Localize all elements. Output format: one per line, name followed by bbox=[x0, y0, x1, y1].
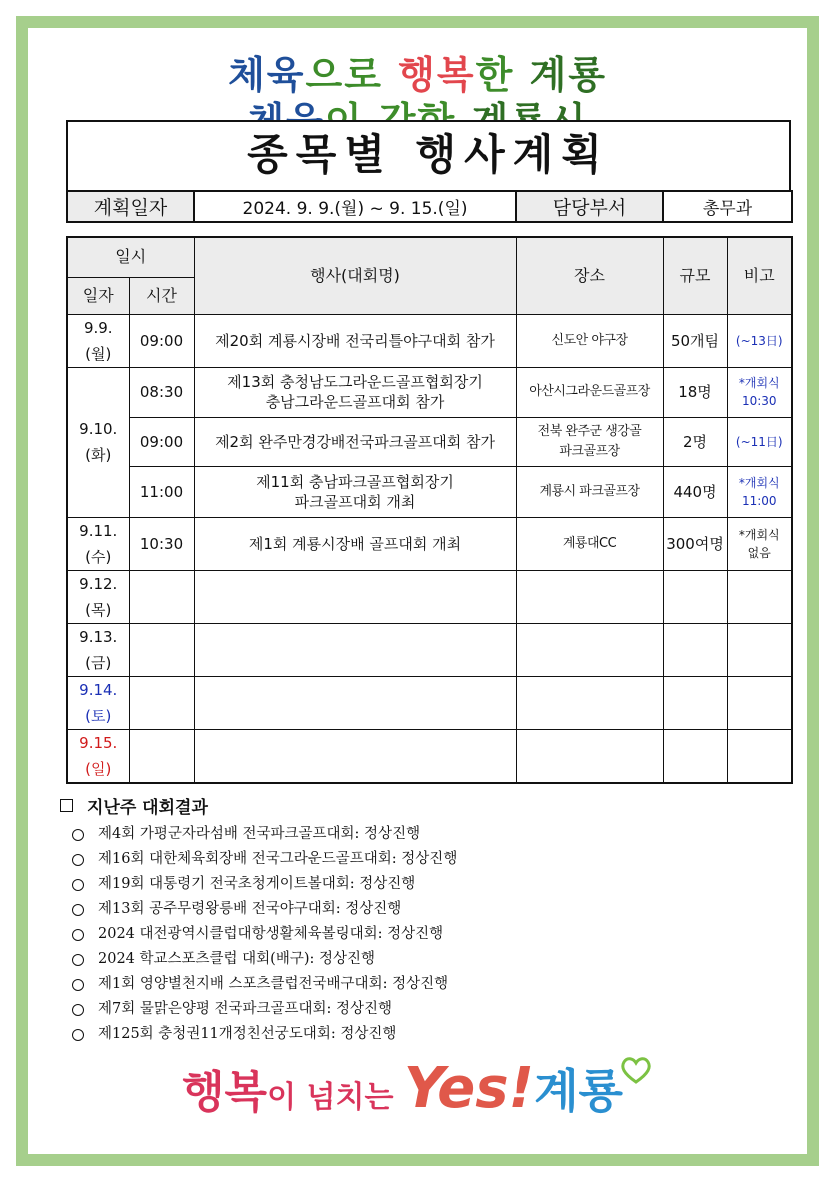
circle-bullet-icon bbox=[72, 854, 84, 866]
event-cell: 제11회 충남파크골프협회장기 파크골프대회 개최 bbox=[194, 466, 516, 517]
date-cell: 9.9. (월) bbox=[67, 314, 129, 367]
time-cell: 09:00 bbox=[129, 314, 194, 367]
circle-bullet-icon bbox=[72, 954, 84, 966]
header-datetime: 일시 bbox=[67, 237, 194, 277]
slogan-line-1: 체육으로 행복한 계룡 bbox=[228, 53, 607, 97]
heart-icon bbox=[619, 1055, 653, 1085]
header-event: 행사(대회명) bbox=[194, 237, 516, 314]
place-cell: 계룡대CC bbox=[516, 517, 663, 570]
header-place: 장소 bbox=[516, 237, 663, 314]
scale-cell: 2명 bbox=[663, 417, 727, 466]
event-cell: 제13회 충청남도그라운드골프협회장기 충남그라운드골프대회 참가 bbox=[194, 367, 516, 417]
square-bullet-icon bbox=[60, 799, 73, 812]
results-heading: 지난주 대회결과 bbox=[60, 792, 780, 818]
list-item: 2024 대전광역시클럽대항생활체육볼링대회: 정상진행 bbox=[72, 922, 780, 947]
table-row bbox=[67, 729, 792, 783]
note-cell: *개회식 11:00 bbox=[727, 466, 792, 517]
place-cell: 계룡시 파크골프장 bbox=[516, 466, 663, 517]
note-cell: (~13日) bbox=[727, 314, 792, 367]
schedule-table bbox=[66, 236, 793, 784]
dept-value: 총무과 bbox=[663, 191, 792, 222]
note-cell: *개회식 10:30 bbox=[727, 367, 792, 417]
scale-cell: 18명 bbox=[663, 367, 727, 417]
table-row bbox=[67, 623, 792, 676]
last-week-results bbox=[60, 792, 780, 1047]
footer-slogan-logo: 행복이 넘치는 Yes!계룡 bbox=[0, 1055, 835, 1121]
header-note: 비고 bbox=[727, 237, 792, 314]
results-list bbox=[72, 822, 780, 1047]
table-row bbox=[67, 517, 792, 570]
time-cell: 09:00 bbox=[129, 417, 194, 466]
place-cell: 신도안 야구장 bbox=[516, 314, 663, 367]
list-item: 제125회 충청권11개정친선궁도대회: 정상진행 bbox=[72, 1022, 780, 1047]
event-cell: 제20회 계룡시장배 전국리틀야구대회 참가 bbox=[194, 314, 516, 367]
date-cell-saturday: 9.14. (토) bbox=[67, 676, 129, 729]
list-item: 제1회 영양별천지배 스포츠클럽전국배구대회: 정상진행 bbox=[72, 972, 780, 997]
place-cell: 전북 완주군 생강골 파크골프장 bbox=[516, 417, 663, 466]
place-cell: 아산시그라운드골프장 bbox=[516, 367, 663, 417]
date-cell: 9.10. (화) bbox=[67, 367, 129, 517]
circle-bullet-icon bbox=[72, 879, 84, 891]
circle-bullet-icon bbox=[72, 979, 84, 991]
time-cell: 11:00 bbox=[129, 466, 194, 517]
time-cell: 08:30 bbox=[129, 367, 194, 417]
table-row bbox=[67, 314, 792, 367]
dept-label: 담당부서 bbox=[516, 191, 663, 222]
table-row bbox=[67, 466, 792, 517]
slogan-line-2 bbox=[0, 90, 835, 118]
list-item: 제16회 대한체육회장배 전국그라운드골프대회: 정상진행 bbox=[72, 847, 780, 872]
table-row bbox=[67, 417, 792, 466]
list-item: 제19회 대통령기 전국초청게이트볼대회: 정상진행 bbox=[72, 872, 780, 897]
circle-bullet-icon bbox=[72, 904, 84, 916]
list-item: 제7회 물맑은양평 전국파크골프대회: 정상진행 bbox=[72, 997, 780, 1022]
list-item: 제4회 가평군자라섬배 전국파크골프대회: 정상진행 bbox=[72, 822, 780, 847]
plan-info-table bbox=[66, 190, 793, 223]
plan-date-value: 2024. 9. 9.(월) ~ 9. 15.(일) bbox=[194, 191, 516, 222]
event-cell: 제2회 완주만경강배전국파크골프대회 참가 bbox=[194, 417, 516, 466]
date-cell-sunday: 9.15. (일) bbox=[67, 729, 129, 783]
plan-date-label: 계획일자 bbox=[67, 191, 194, 222]
circle-bullet-icon bbox=[72, 929, 84, 941]
time-cell: 10:30 bbox=[129, 517, 194, 570]
circle-bullet-icon bbox=[72, 829, 84, 841]
note-cell: *개회식 없음 bbox=[727, 517, 792, 570]
scale-cell: 300여명 bbox=[663, 517, 727, 570]
table-row bbox=[67, 570, 792, 623]
scale-cell: 440명 bbox=[663, 466, 727, 517]
circle-bullet-icon bbox=[72, 1029, 84, 1041]
event-cell: 제1회 계룡시장배 골프대회 개최 bbox=[194, 517, 516, 570]
date-cell: 9.13. (금) bbox=[67, 623, 129, 676]
list-item: 2024 학교스포츠클럽 대회(배구): 정상진행 bbox=[72, 947, 780, 972]
header-date: 일자 bbox=[67, 277, 129, 314]
list-item: 제13회 공주무령왕릉배 전국야구대회: 정상진행 bbox=[72, 897, 780, 922]
header-time: 시간 bbox=[129, 277, 194, 314]
page-title: 종목별 행사계획 bbox=[66, 120, 791, 190]
table-row bbox=[67, 367, 792, 417]
date-cell: 9.12. (목) bbox=[67, 570, 129, 623]
date-cell: 9.11. (수) bbox=[67, 517, 129, 570]
table-row bbox=[67, 676, 792, 729]
scale-cell: 50개팀 bbox=[663, 314, 727, 367]
note-cell: (~11日) bbox=[727, 417, 792, 466]
circle-bullet-icon bbox=[72, 1004, 84, 1016]
header-scale: 규모 bbox=[663, 237, 727, 314]
